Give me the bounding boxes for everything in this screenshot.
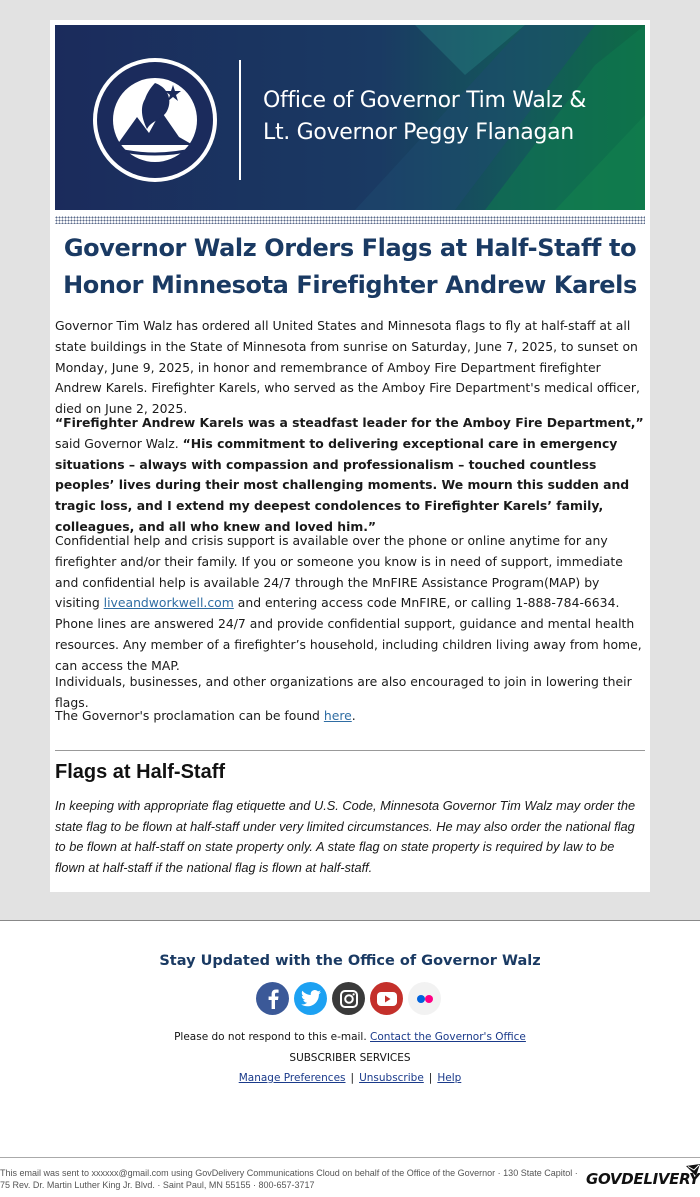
banner-title-line1: Office of Governor Tim Walz &: [263, 88, 587, 113]
banner-title-line2: Lt. Governor Peggy Flanagan: [263, 120, 574, 145]
legal-divider: [0, 1157, 700, 1158]
envelope-icon: [686, 1164, 700, 1176]
banner-title: [263, 85, 586, 149]
support-text-2: and entering access code MnFIRE, or calling 1-888-784-6634. Phone lines are answered 24/7 and provide confidential support, guidance and mental health resources. Any member of a firefighter’s household, including children living away from home, can access the MAP.: [55, 595, 642, 673]
proclamation-link[interactable]: here: [323, 708, 352, 723]
email-card: [50, 20, 650, 892]
section-title: Flags at Half-Staff: [55, 761, 226, 783]
quote-part-1: “Firefighter Andrew Karels was a steadfast leader for the Amboy Fire Department,”: [55, 415, 644, 430]
link-separator: |: [428, 1072, 433, 1084]
noreply-notice: [0, 1031, 700, 1043]
flickr-icon[interactable]: [408, 982, 441, 1015]
paragraph-support: [55, 531, 645, 677]
section-text: In keeping with appropriate flag etiquette and U.S. Code, Minnesota Governor Tim Walz may order the state flag to be flown at half-staff under very limited circumstances. He may also order the national flag to be flown at half-staff on state property only. A state flag on state property is required by law to be flown at half-staff if the national flag is flown at half-staff.: [55, 798, 636, 875]
help-link[interactable]: Help: [437, 1072, 462, 1084]
liveandworkwell-link[interactable]: liveandworkwell.com: [103, 595, 234, 611]
subscriber-links: [0, 1072, 700, 1084]
footer-divider: [0, 920, 700, 921]
legal-notice: This email was sent to xxxxxx@gmail.com using GovDelivery Communications Cloud on behalf of the Office of the Governor · 130 State Capitol · 75 Rev. Dr. Martin Luther King Jr. Blvd. · Saint Paul, MN 55155 · 800-657-3717: [0, 1168, 578, 1190]
noreply-text: Please do not respond to this e-mail.: [174, 1031, 371, 1043]
dotted-divider: [55, 216, 645, 224]
state-seal-icon: [93, 58, 217, 182]
paragraph-quote: [55, 413, 645, 538]
quote-attribution: said Governor Walz.: [55, 435, 183, 451]
proclamation-period: .: [351, 708, 356, 723]
stay-updated-heading: Stay Updated with the Office of Governor Walz: [159, 953, 541, 969]
header-banner: [55, 25, 645, 210]
social-links: [256, 982, 446, 1016]
paragraph-proclamation: [55, 706, 645, 727]
section-divider: [55, 750, 645, 751]
proclamation-text: The Governor's proclamation can be found: [55, 708, 324, 723]
twitter-icon[interactable]: [294, 982, 327, 1015]
govdelivery-logo[interactable]: GOVDELIVERY: [586, 1170, 700, 1188]
manage-preferences-link[interactable]: Manage Preferences: [238, 1072, 346, 1084]
headline: Governor Walz Orders Flags at Half-Staff to Honor Minnesota Firefighter Andrew Karels: [63, 234, 637, 299]
contact-governor-link[interactable]: Contact the Governor's Office: [370, 1031, 526, 1043]
unsubscribe-link[interactable]: Unsubscribe: [359, 1072, 424, 1084]
subscriber-services-label: SUBSCRIBER SERVICES: [289, 1052, 411, 1064]
instagram-icon[interactable]: [332, 982, 365, 1015]
facebook-icon[interactable]: [256, 982, 289, 1015]
quote-part-2: “His commitment to delivering exceptional care in emergency situations – always with compassion and professionalism – touched countless peoples’ lives during their most challenging moments. We mourn this sudden and tragic loss, and I extend my deepest condolences to Firefighter Karels’ family, colleagues, and all who knew and loved him.”: [55, 435, 630, 534]
link-separator: |: [350, 1072, 355, 1084]
paragraph-intro: Governor Tim Walz has ordered all United States and Minnesota flags to fly at half-staff at all state buildings in the State of Minnesota from sunrise on Saturday, June 7, 2025, to sunset on Monday, June 9, 2025, in honor and remembrance of Amboy Fire Department firefighter Andrew Karels. Firefighter Karels, who served as the Amboy Fire Department's medical officer, died on June 2, 2025.: [55, 318, 640, 417]
youtube-icon[interactable]: [370, 982, 403, 1015]
paragraph-encourage: Individuals, businesses, and other organizations are also encouraged to join in lowering their flags.: [55, 674, 632, 710]
support-text-1: Confidential help and crisis support is available over the phone or online anytime for any firefighter and/or their family. If you or someone you know is in need of support, immediate and confidential help is available 24/7 through the MnFIRE Assistance Program(MAP) by visiting: [55, 533, 623, 611]
